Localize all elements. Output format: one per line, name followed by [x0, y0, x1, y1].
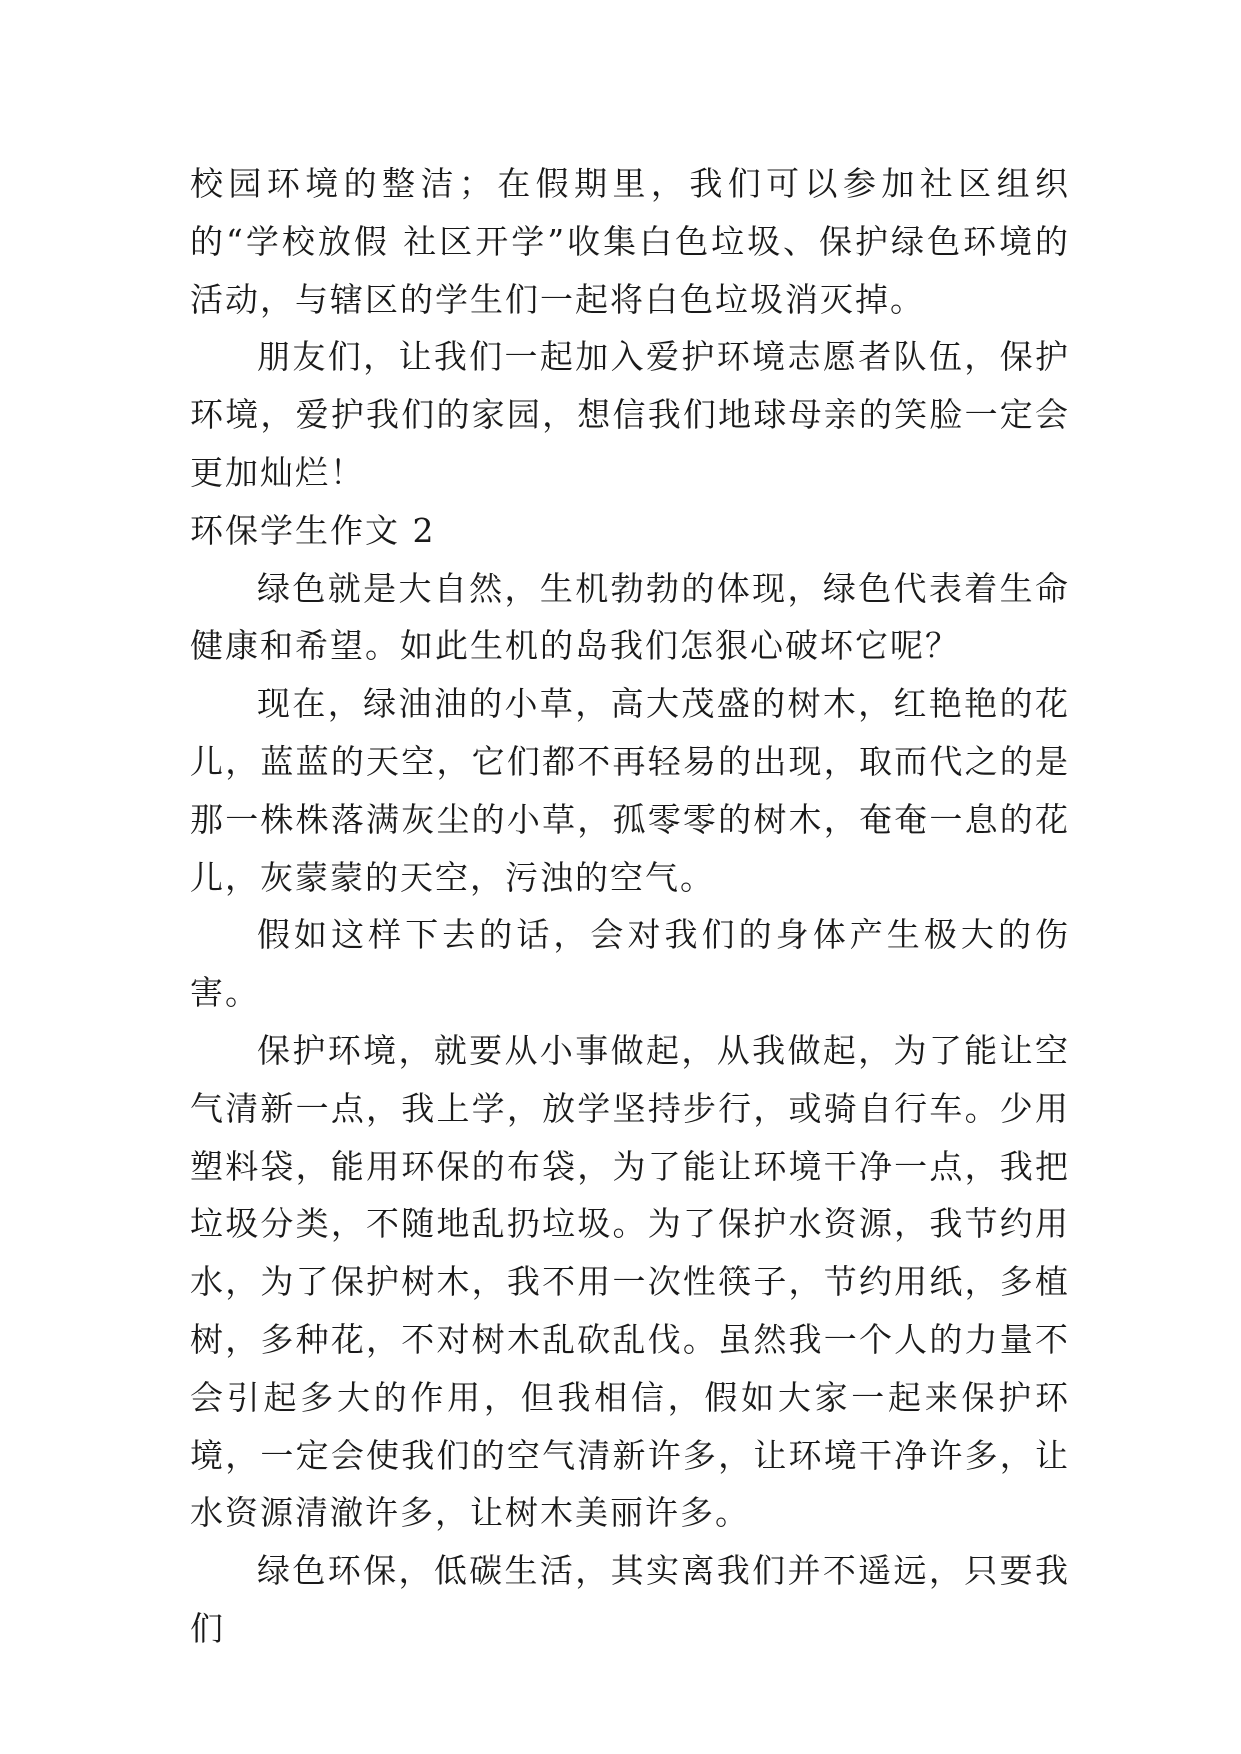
paragraph-harm: 假如这样下去的话，会对我们的身体产生极大的伤害。	[190, 915, 1070, 1013]
paragraph-continuation: 校园环境的整洁；在假期里，我们可以参加社区组织的“学校放假 社区开学”收集白色垃圾、保护绿色环境的活动，与辖区的学生们一起将白色垃圾消灭掉。	[190, 164, 1070, 319]
section-heading: 环保学生作文 2	[190, 510, 436, 550]
paragraph-call-to-action: 朋友们，让我们一起加入爱护环境志愿者队伍，保护环境，爱护我们的家园，想信我们地球母亲的笑脸一定会更加灿烂！	[190, 337, 1070, 492]
paragraph-low-carbon: 绿色环保，低碳生活，其实离我们并不遥远，只要我们	[190, 1551, 1070, 1648]
paragraph-now: 现在，绿油油的小草，高大茂盛的树木，红艳艳的花儿，蓝蓝的天空，它们都不再轻易的出现，取而代之的是那一株株落满灰尘的小草，孤零零的树木，奄奄一息的花儿，灰蒙蒙的天空，污浊的空气。	[190, 684, 1070, 897]
document-body	[190, 155, 1070, 1658]
paragraph-protect-environment: 保护环境，就要从小事做起，从我做起，为了能让空气清新一点，我上学，放学坚持步行，或骑自行车。少用塑料袋，能用环保的布袋，为了能让环境干净一点，我把垃圾分类，不随地乱扔垃圾。为了保护水资源，我节约用水，为了保护树木，我不用一次性筷子，节约用纸，多植树，多种花，不对树木乱砍乱伐。虽然我一个人的力量不会引起多大的作用，但我相信，假如大家一起来保护环境，一定会使我们的空气清新许多，让环境干净许多，让水资源清澈许多，让树木美丽许多。	[190, 1030, 1070, 1533]
paragraph-green-nature: 绿色就是大自然，生机勃勃的体现，绿色代表着生命健康和希望。如此生机的岛我们怎狠心破坏它呢？	[190, 568, 1070, 666]
